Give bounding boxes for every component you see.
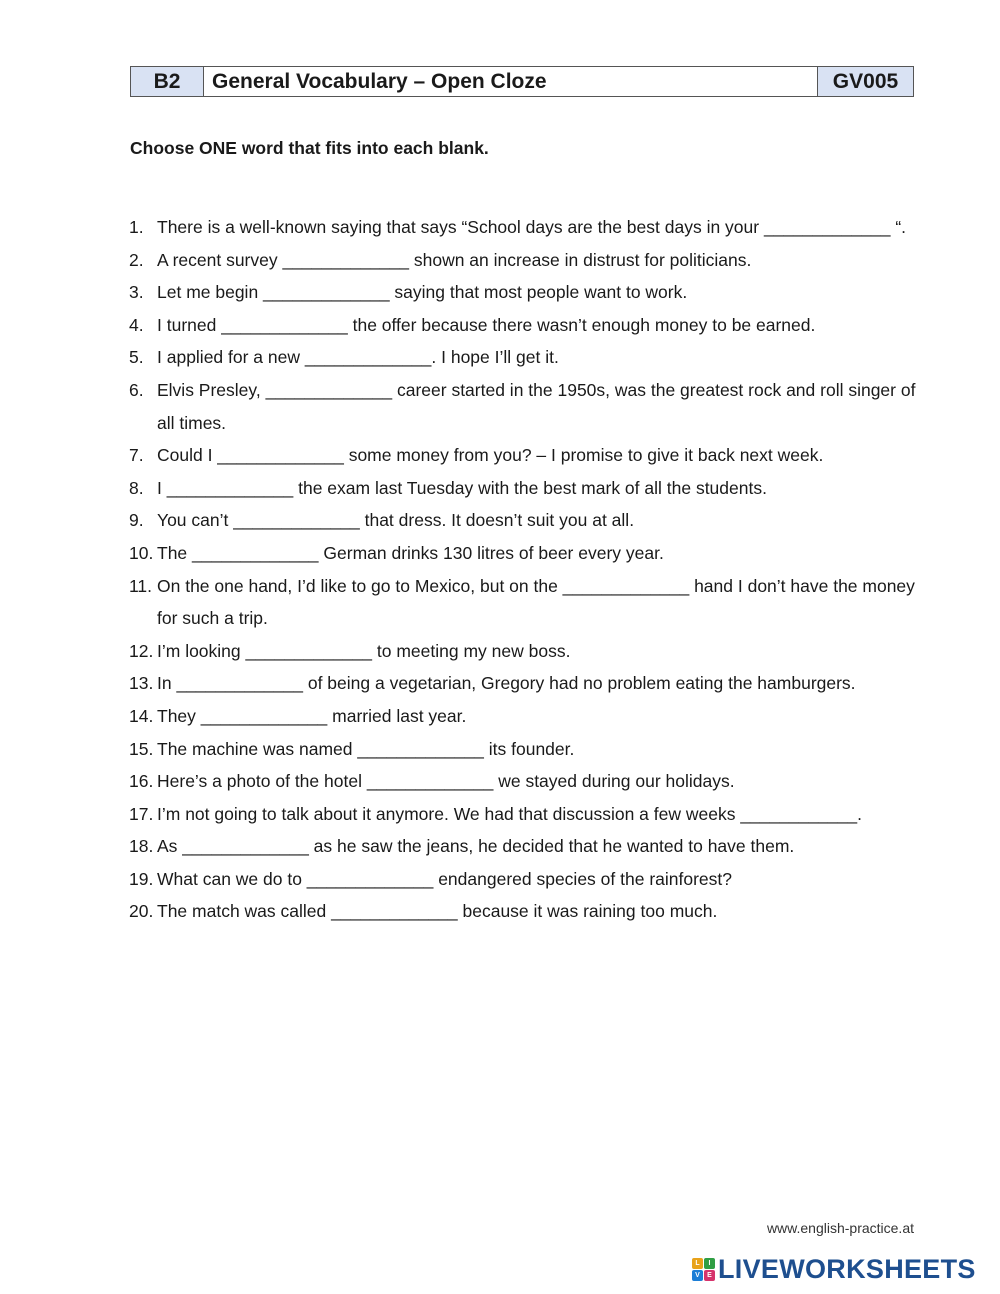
- worksheet-header: [130, 66, 914, 97]
- question-number: 4.: [129, 314, 144, 335]
- question-item: [129, 341, 919, 374]
- question-text: What can we do to _____________ endangered species of the rainforest?: [157, 868, 732, 889]
- worksheet-title: General Vocabulary – Open Cloze: [204, 67, 818, 97]
- instruction-text: Choose ONE word that fits into each blank.: [130, 138, 489, 158]
- question-text: I _____________ the exam last Tuesday with the best mark of all the students.: [157, 477, 767, 498]
- liveworksheets-logo: [692, 1252, 976, 1286]
- question-item: [129, 472, 919, 505]
- question-text: The machine was named _____________ its founder.: [157, 738, 575, 759]
- question-text: There is a well-known saying that says “School days are the best days in your _____________ “.: [157, 217, 907, 237]
- question-item: [129, 700, 919, 733]
- question-item: [129, 667, 919, 700]
- question-text: Elvis Presley, _____________ career started in the 1950s, was the greatest rock and roll singer of all times.: [157, 379, 916, 433]
- question-text: The _____________ German drinks 130 litres of beer every year.: [157, 542, 664, 563]
- question-text: Here’s a photo of the hotel _____________ we stayed during our holidays.: [157, 771, 735, 792]
- question-number: 10.: [129, 542, 154, 563]
- question-number: 19.: [129, 868, 154, 889]
- liveworksheets-logo-text: LIVEWORKSHEETS: [718, 1253, 976, 1284]
- question-text: I applied for a new _____________. I hope I’ll get it.: [157, 347, 559, 368]
- question-number: 14.: [129, 705, 154, 726]
- level-cell: B2: [131, 67, 204, 97]
- question-text: In _____________ of being a vegetarian, Gregory had no problem eating the hamburgers.: [157, 673, 856, 694]
- question-text: Let me begin _____________ saying that most people want to work.: [157, 282, 688, 303]
- question-text: Could I _____________ some money from you? – I promise to give it back next week.: [157, 445, 824, 466]
- question-item: [129, 863, 919, 896]
- question-number: 5.: [129, 347, 144, 368]
- question-item: [129, 635, 919, 668]
- question-item: [129, 733, 919, 766]
- worksheet-code: GV005: [818, 67, 914, 97]
- question-number: 2.: [129, 249, 144, 270]
- question-number: 20.: [129, 901, 154, 922]
- question-list: [129, 211, 919, 928]
- question-text: I’m not going to talk about it anymore. We had that discussion a few weeks ____________.: [157, 803, 862, 824]
- question-item: [129, 374, 919, 439]
- liveworksheets-logo-icon: L I V E: [692, 1258, 715, 1281]
- question-number: 17.: [129, 803, 154, 824]
- question-number: 18.: [129, 836, 154, 857]
- question-number: 1.: [129, 217, 144, 237]
- question-text: You can’t _____________ that dress. It doesn’t suit you at all.: [157, 510, 635, 531]
- question-item: [129, 537, 919, 570]
- question-number: 6.: [129, 379, 144, 400]
- question-item: [129, 244, 919, 277]
- question-text: I turned _____________ the offer because there wasn’t enough money to be earned.: [157, 314, 816, 335]
- question-text: The match was called _____________ because it was raining too much.: [157, 901, 718, 922]
- question-number: 13.: [129, 673, 154, 694]
- question-item: [129, 504, 919, 537]
- question-item: [129, 276, 919, 309]
- question-text: As _____________ as he saw the jeans, he decided that he wanted to have them.: [157, 836, 795, 857]
- question-item: [129, 309, 919, 342]
- question-number: 11.: [129, 575, 153, 596]
- question-number: 9.: [129, 510, 144, 531]
- question-number: 12.: [129, 640, 154, 661]
- footer-url: www.english-practice.at: [766, 1220, 914, 1236]
- question-number: 15.: [129, 738, 154, 759]
- question-item: [129, 830, 919, 863]
- question-item: [129, 570, 919, 635]
- question-text: On the one hand, I’d like to go to Mexico, but on the _____________ hand I don’t have the money for such a trip.: [157, 575, 915, 629]
- question-item: [129, 798, 919, 831]
- question-item: [129, 439, 919, 472]
- question-item: [129, 765, 919, 798]
- question-text: A recent survey _____________ shown an increase in distrust for politicians.: [157, 249, 752, 270]
- question-number: 7.: [129, 445, 144, 466]
- question-number: 8.: [129, 477, 144, 498]
- question-text: They _____________ married last year.: [157, 705, 467, 726]
- question-item: [129, 895, 919, 928]
- question-text: I’m looking _____________ to meeting my new boss.: [157, 640, 571, 661]
- question-number: 16.: [129, 771, 154, 792]
- question-number: 3.: [129, 282, 144, 303]
- question-item: [129, 211, 919, 244]
